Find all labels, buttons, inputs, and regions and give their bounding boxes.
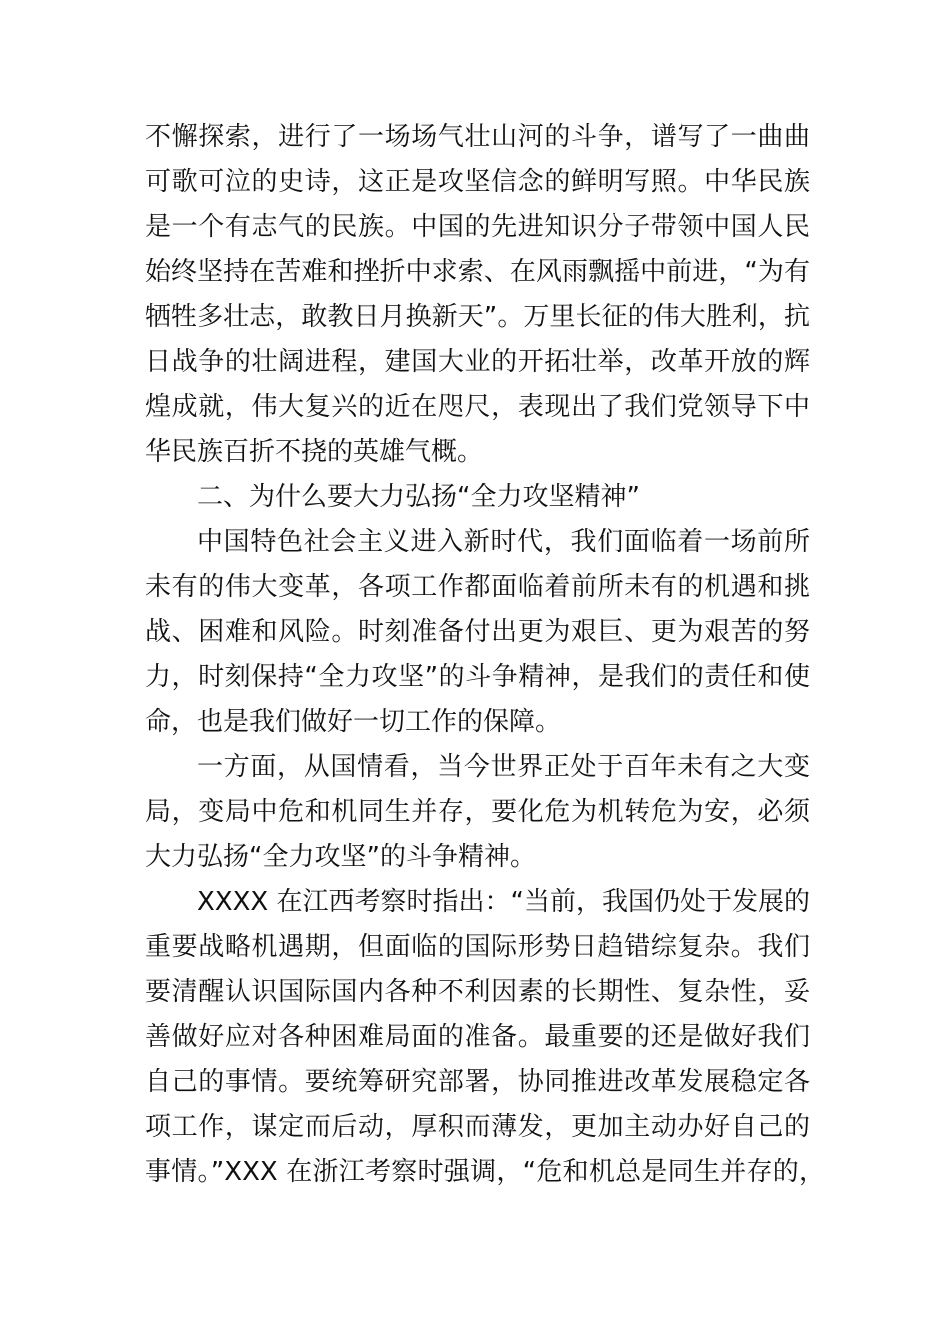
text-line-7: 煌成就，伟大复兴的近在咫尺，表现出了我们党领导下中 <box>145 392 810 422</box>
text-line-12: 战、困难和风险。时刻准备付出更为艰巨、更为艰苦的努 <box>145 617 810 647</box>
text-line-4: 始终坚持在苦难和挫折中求索、在风雨飘摇中前进，“为有 <box>145 257 810 287</box>
text-line-14: 命，也是我们做好一切工作的保障。 <box>145 707 562 737</box>
text-line-11: 未有的伟大变革，各项工作都面临着前所未有的机遇和挑 <box>145 572 810 602</box>
text-line-23: 项工作，谋定而后动，厚积而薄发，更加主动办好自己的 <box>145 1112 810 1142</box>
text-line-8: 华民族百折不挠的英雄气概。 <box>145 437 484 467</box>
text-line-6: 日战争的壮阔进程，建国大业的开拓壮举，改革开放的辉 <box>145 347 810 377</box>
text-line-1: 不懈探索，进行了一场场气壮山河的斗争，谱写了一曲曲 <box>145 122 810 152</box>
text-line-3: 是一个有志气的民族。中国的先进知识分子带领中国人民 <box>145 212 810 242</box>
text-line-21: 善做好应对各种困难局面的准备。最重要的还是做好我们 <box>145 1022 810 1052</box>
text-line-17: 大力弘扬“全力攻坚”的斗争精神。 <box>145 842 536 872</box>
text-line-2: 可歌可泣的史诗，这正是攻坚信念的鲜明写照。中华民族 <box>145 167 810 197</box>
section-heading: 二、为什么要大力弘扬“全力攻坚精神” <box>197 482 640 512</box>
text-line-10: 中国特色社会主义进入新时代，我们面临着一场前所 <box>197 527 810 557</box>
text-line-18: XXXX 在江西考察时指出：“当前，我国仍处于发展的 <box>197 887 810 917</box>
text-line-20: 要清醒认识国际国内各种不利因素的长期性、复杂性，妥 <box>145 977 810 1007</box>
text-line-24: 事情。”XXX 在浙江考察时强调，“危和机总是同生并存的， <box>145 1157 825 1187</box>
text-line-19: 重要战略机遇期，但面临的国际形势日趋错综复杂。我们 <box>145 932 810 962</box>
text-line-22: 自己的事情。要统筹研究部署，协同推进改革发展稳定各 <box>145 1067 810 1097</box>
text-line-15: 一方面，从国情看，当今世界正处于百年未有之大变 <box>197 752 810 782</box>
text-line-16: 局，变局中危和机同生并存，要化危为机转危为安，必须 <box>145 797 810 827</box>
text-line-5: 牺牲多壮志，敢教日月换新天”。万里长征的伟大胜利，抗 <box>145 302 810 332</box>
text-line-13: 力，时刻保持“全力攻坚”的斗争精神，是我们的责任和使 <box>145 662 810 692</box>
